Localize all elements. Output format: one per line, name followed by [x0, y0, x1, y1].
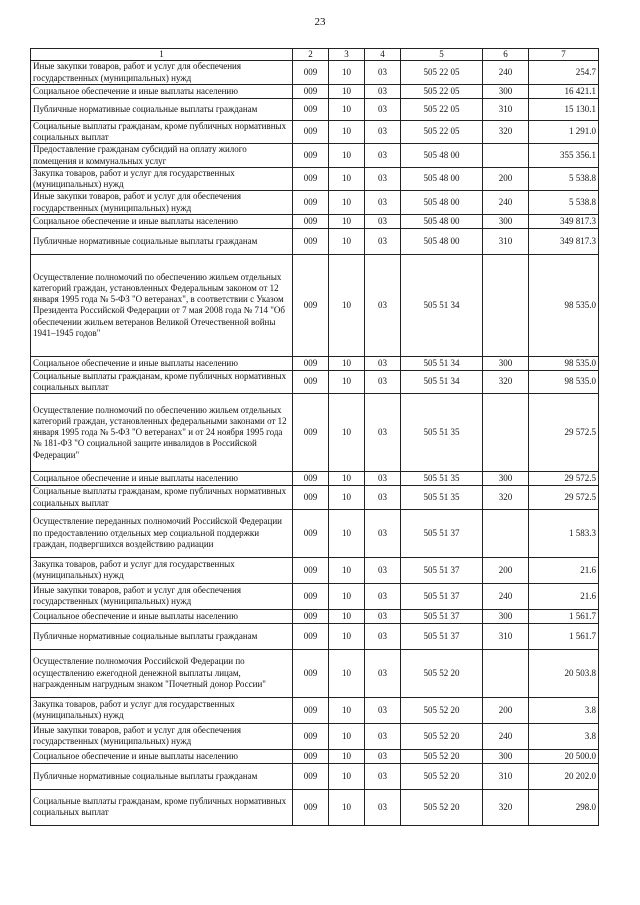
row-col4: 03 [365, 356, 401, 370]
row-col3: 10 [329, 191, 365, 215]
row-col2: 009 [293, 509, 329, 557]
row-amount: 349 817.3 [529, 214, 599, 228]
row-col3: 10 [329, 120, 365, 144]
row-name: Социальные выплаты гражданам, кроме публичных нормативных социальных выплат [31, 370, 293, 394]
row-amount: 349 817.3 [529, 228, 599, 254]
row-amount: 3.8 [529, 697, 599, 723]
table-row [31, 723, 599, 749]
row-col4: 03 [365, 120, 401, 144]
row-col4: 03 [365, 84, 401, 98]
row-col5: 505 52 20 [401, 649, 483, 697]
row-col3: 10 [329, 749, 365, 763]
row-col5: 505 51 34 [401, 356, 483, 370]
column-header: 4 [365, 49, 401, 61]
table-row [31, 61, 599, 85]
row-col3: 10 [329, 486, 365, 510]
row-col2: 009 [293, 649, 329, 697]
row-col6: 240 [483, 61, 529, 85]
row-col5: 505 51 37 [401, 609, 483, 623]
row-col6: 310 [483, 763, 529, 789]
row-name: Социальные выплаты гражданам, кроме публичных нормативных социальных выплат [31, 486, 293, 510]
table-row [31, 191, 599, 215]
row-col4: 03 [365, 623, 401, 649]
row-col6: 300 [483, 609, 529, 623]
row-amount: 15 130.1 [529, 98, 599, 120]
row-col4: 03 [365, 144, 401, 168]
row-amount: 5 538.8 [529, 191, 599, 215]
row-amount: 29 572.5 [529, 394, 599, 472]
row-col2: 009 [293, 472, 329, 486]
table-row [31, 509, 599, 557]
row-amount: 1 561.7 [529, 609, 599, 623]
row-col2: 009 [293, 228, 329, 254]
header-row [31, 49, 599, 61]
row-col5: 505 22 05 [401, 98, 483, 120]
row-col5: 505 52 20 [401, 763, 483, 789]
row-amount: 98 535.0 [529, 356, 599, 370]
table-row [31, 120, 599, 144]
row-name: Социальные выплаты гражданам, кроме публичных нормативных социальных выплат [31, 789, 293, 825]
row-col4: 03 [365, 472, 401, 486]
row-col5: 505 52 20 [401, 789, 483, 825]
column-header: 5 [401, 49, 483, 61]
row-col6: 240 [483, 191, 529, 215]
row-amount: 98 535.0 [529, 370, 599, 394]
budget-table [30, 48, 599, 826]
table-row [31, 472, 599, 486]
row-col4: 03 [365, 723, 401, 749]
row-col2: 009 [293, 84, 329, 98]
row-col3: 10 [329, 763, 365, 789]
row-amount: 254.7 [529, 61, 599, 85]
row-col6: 200 [483, 697, 529, 723]
row-amount: 1 561.7 [529, 623, 599, 649]
row-col3: 10 [329, 394, 365, 472]
row-col5: 505 51 37 [401, 583, 483, 609]
row-col2: 009 [293, 120, 329, 144]
row-name: Закупка товаров, работ и услуг для государственных (муниципальных) нужд [31, 557, 293, 583]
row-amount: 1 291.0 [529, 120, 599, 144]
row-name: Иные закупки товаров, работ и услуг для обеспечения государственных (муниципальных) нужд [31, 583, 293, 609]
row-col6 [483, 509, 529, 557]
row-col4: 03 [365, 254, 401, 356]
row-name: Иные закупки товаров, работ и услуг для обеспечения государственных (муниципальных) нужд [31, 723, 293, 749]
row-amount: 21.6 [529, 583, 599, 609]
row-col5: 505 48 00 [401, 144, 483, 168]
row-name: Социальное обеспечение и иные выплаты населению [31, 214, 293, 228]
row-col3: 10 [329, 649, 365, 697]
table-row [31, 84, 599, 98]
row-col6: 310 [483, 228, 529, 254]
row-col3: 10 [329, 370, 365, 394]
row-amount: 1 583.3 [529, 509, 599, 557]
row-col2: 009 [293, 723, 329, 749]
row-col3: 10 [329, 472, 365, 486]
row-name: Публичные нормативные социальные выплаты гражданам [31, 763, 293, 789]
row-col3: 10 [329, 228, 365, 254]
row-col4: 03 [365, 789, 401, 825]
row-col2: 009 [293, 214, 329, 228]
row-col3: 10 [329, 789, 365, 825]
row-col4: 03 [365, 649, 401, 697]
row-col6: 200 [483, 557, 529, 583]
row-col6: 300 [483, 749, 529, 763]
row-col4: 03 [365, 167, 401, 191]
row-col4: 03 [365, 763, 401, 789]
row-col2: 009 [293, 749, 329, 763]
row-col5: 505 22 05 [401, 120, 483, 144]
row-col5: 505 52 20 [401, 723, 483, 749]
row-name: Публичные нормативные социальные выплаты гражданам [31, 228, 293, 254]
row-col4: 03 [365, 509, 401, 557]
table-row [31, 789, 599, 825]
table-body [31, 61, 599, 826]
row-col4: 03 [365, 191, 401, 215]
row-col3: 10 [329, 167, 365, 191]
row-name: Осуществление полномочия Российской Федерации по осуществлению ежегодной денежной выплаты лицам, награжденным нагрудным знаком "Почетный донор России" [31, 649, 293, 697]
row-amount: 20 500.0 [529, 749, 599, 763]
row-col5: 505 52 20 [401, 749, 483, 763]
row-col4: 03 [365, 609, 401, 623]
row-amount: 5 538.8 [529, 167, 599, 191]
row-name: Закупка товаров, работ и услуг для государственных (муниципальных) нужд [31, 697, 293, 723]
row-col5: 505 51 34 [401, 370, 483, 394]
row-amount: 20 202.0 [529, 763, 599, 789]
row-col2: 009 [293, 370, 329, 394]
row-col2: 009 [293, 61, 329, 85]
table-row [31, 214, 599, 228]
row-col3: 10 [329, 144, 365, 168]
row-col5: 505 51 34 [401, 254, 483, 356]
row-name: Осуществление переданных полномочий Российской Федерации по предоставлению отдельных мер социальной поддержки граждан, подвергшихся воздействию радиации [31, 509, 293, 557]
row-col5: 505 48 00 [401, 214, 483, 228]
row-col4: 03 [365, 583, 401, 609]
row-col4: 03 [365, 370, 401, 394]
column-header: 2 [293, 49, 329, 61]
table-row [31, 356, 599, 370]
table-row [31, 697, 599, 723]
row-col2: 009 [293, 697, 329, 723]
row-col6: 300 [483, 84, 529, 98]
row-col6: 320 [483, 486, 529, 510]
column-header: 1 [31, 49, 293, 61]
row-col2: 009 [293, 144, 329, 168]
row-col5: 505 48 00 [401, 167, 483, 191]
row-col5: 505 51 35 [401, 472, 483, 486]
row-amount: 20 503.8 [529, 649, 599, 697]
row-col2: 009 [293, 167, 329, 191]
row-name: Социальное обеспечение и иные выплаты населению [31, 472, 293, 486]
table-row [31, 167, 599, 191]
row-col6 [483, 254, 529, 356]
row-col5: 505 51 35 [401, 394, 483, 472]
table-row [31, 370, 599, 394]
row-col3: 10 [329, 609, 365, 623]
row-col6: 320 [483, 370, 529, 394]
row-col3: 10 [329, 84, 365, 98]
row-col4: 03 [365, 697, 401, 723]
row-col6 [483, 649, 529, 697]
row-name: Иные закупки товаров, работ и услуг для обеспечения государственных (муниципальных) нужд [31, 61, 293, 85]
row-col2: 009 [293, 486, 329, 510]
row-col6: 200 [483, 167, 529, 191]
row-amount: 298.0 [529, 789, 599, 825]
row-col2: 009 [293, 583, 329, 609]
row-col5: 505 51 37 [401, 509, 483, 557]
row-col4: 03 [365, 98, 401, 120]
table-row [31, 649, 599, 697]
row-col3: 10 [329, 356, 365, 370]
row-col2: 009 [293, 254, 329, 356]
column-header: 6 [483, 49, 529, 61]
table-row [31, 583, 599, 609]
row-name: Иные закупки товаров, работ и услуг для обеспечения государственных (муниципальных) нужд [31, 191, 293, 215]
row-col4: 03 [365, 394, 401, 472]
row-col3: 10 [329, 723, 365, 749]
row-col5: 505 51 37 [401, 623, 483, 649]
row-col4: 03 [365, 228, 401, 254]
row-col5: 505 52 20 [401, 697, 483, 723]
row-col2: 009 [293, 789, 329, 825]
table-row [31, 763, 599, 789]
row-col6: 300 [483, 356, 529, 370]
row-col2: 009 [293, 356, 329, 370]
row-col5: 505 48 00 [401, 191, 483, 215]
column-header: 3 [329, 49, 365, 61]
row-name: Социальное обеспечение и иные выплаты населению [31, 749, 293, 763]
table-row [31, 98, 599, 120]
row-amount: 355 356.1 [529, 144, 599, 168]
row-col4: 03 [365, 486, 401, 510]
row-name: Социальное обеспечение и иные выплаты населению [31, 84, 293, 98]
row-col6 [483, 144, 529, 168]
row-col4: 03 [365, 557, 401, 583]
table-row [31, 749, 599, 763]
column-header: 7 [529, 49, 599, 61]
row-col4: 03 [365, 749, 401, 763]
row-col3: 10 [329, 254, 365, 356]
row-col3: 10 [329, 214, 365, 228]
row-col6: 240 [483, 583, 529, 609]
row-name: Социальные выплаты гражданам, кроме публичных нормативных социальных выплат [31, 120, 293, 144]
row-col3: 10 [329, 61, 365, 85]
row-col6: 320 [483, 120, 529, 144]
row-col2: 009 [293, 98, 329, 120]
row-col5: 505 51 35 [401, 486, 483, 510]
table-row [31, 228, 599, 254]
row-name: Осуществление полномочий по обеспечению жильем отдельных категорий граждан, установленных федеральными законами от 12 января 1995 года № 5-ФЗ "О ветеранах" и от 24 ноября 1995 года № 181-ФЗ "О социальной защите инвалидов в Российской Федерации" [31, 394, 293, 472]
row-col3: 10 [329, 509, 365, 557]
row-col6: 240 [483, 723, 529, 749]
row-col6: 310 [483, 623, 529, 649]
row-col2: 009 [293, 623, 329, 649]
table-row [31, 557, 599, 583]
row-col4: 03 [365, 214, 401, 228]
table-row [31, 394, 599, 472]
row-col3: 10 [329, 557, 365, 583]
row-name: Социальное обеспечение и иные выплаты населению [31, 609, 293, 623]
row-col3: 10 [329, 623, 365, 649]
row-amount: 98 535.0 [529, 254, 599, 356]
row-col6: 300 [483, 472, 529, 486]
row-col4: 03 [365, 61, 401, 85]
row-amount: 21.6 [529, 557, 599, 583]
row-col5: 505 48 00 [401, 228, 483, 254]
row-col2: 009 [293, 763, 329, 789]
row-name: Публичные нормативные социальные выплаты гражданам [31, 98, 293, 120]
row-amount: 29 572.5 [529, 486, 599, 510]
row-col5: 505 51 37 [401, 557, 483, 583]
row-amount: 29 572.5 [529, 472, 599, 486]
table-row [31, 486, 599, 510]
table-row [31, 623, 599, 649]
row-col5: 505 22 05 [401, 61, 483, 85]
table-row [31, 144, 599, 168]
row-name: Осуществление полномочий по обеспечению жильем отдельных категорий граждан, установленных Федеральным законом от 12 января 1995 года № 5-ФЗ "О ветеранах", в соответствии с Указом Президента Российской Федерации от 7 мая 2008 года № 714 "Об обеспечении жильем ветеранов Великой Отечественной войны 1941–1945 годов" [31, 254, 293, 356]
row-name: Закупка товаров, работ и услуг для государственных (муниципальных) нужд [31, 167, 293, 191]
row-col3: 10 [329, 98, 365, 120]
table-row [31, 254, 599, 356]
page-number: 23 [314, 16, 326, 28]
row-amount: 3.8 [529, 723, 599, 749]
row-col3: 10 [329, 583, 365, 609]
table-row [31, 609, 599, 623]
row-col2: 009 [293, 609, 329, 623]
row-name: Предоставление гражданам субсидий на оплату жилого помещения и коммунальных услуг [31, 144, 293, 168]
row-col6 [483, 394, 529, 472]
row-name: Социальное обеспечение и иные выплаты населению [31, 356, 293, 370]
row-col5: 505 22 05 [401, 84, 483, 98]
row-col3: 10 [329, 697, 365, 723]
row-col2: 009 [293, 191, 329, 215]
row-col6: 310 [483, 98, 529, 120]
row-name: Публичные нормативные социальные выплаты гражданам [31, 623, 293, 649]
row-col6: 320 [483, 789, 529, 825]
row-col2: 009 [293, 394, 329, 472]
row-amount: 16 421.1 [529, 84, 599, 98]
row-col6: 300 [483, 214, 529, 228]
row-col2: 009 [293, 557, 329, 583]
